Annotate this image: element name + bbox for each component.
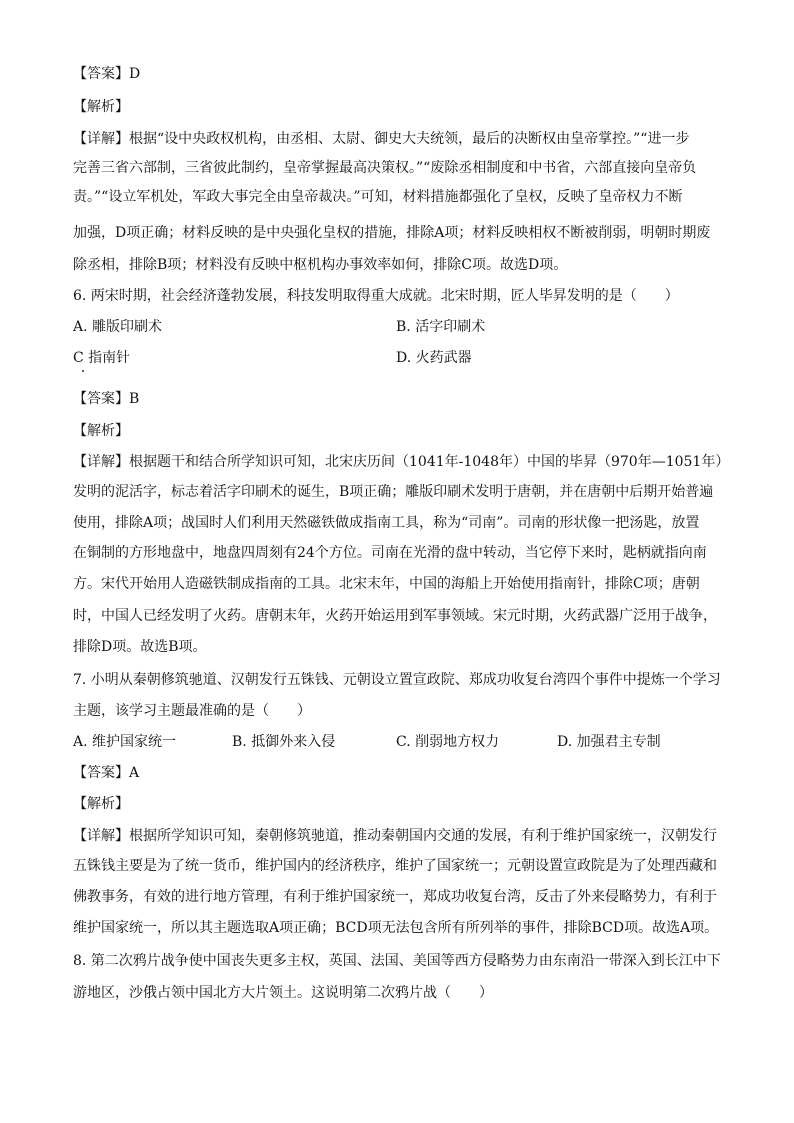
q6-option-a: A. 雕版印刷术	[73, 319, 163, 335]
q5-detail-line-2: 完善三省六部制，三省彼此制约，皇帝掌握最高决策权。”“废除丞相制度和中书省，六部直接向皇帝负	[73, 160, 697, 176]
q6-option-d: D. 火药武器	[396, 350, 472, 366]
q6-detail-line-6: 时，中国人已经发明了火药。唐朝末年，火药开始运用到军事领域。宋元时期，火药武器广泛用于战争，	[73, 608, 717, 624]
q7-option-a: A. 维护国家统一	[73, 734, 177, 750]
q7-detail-line-2: 五铢钱主要是为了统一货币，维护国内的经济秩序，维护了国家统一；元朝设置宣政院是为了处理西藏和	[73, 858, 717, 874]
q7-answer: 【答案】A	[73, 765, 140, 781]
q6-detail-line-1: 【详解】根据题干和结合所学知识可知，北宋庆历间（1041年-1048年）中国的毕昇（970年—1051年）	[73, 454, 730, 470]
q7-option-c: C. 削弱地方权力	[396, 734, 500, 750]
q7-option-b: B. 抵御外来入侵	[232, 734, 336, 750]
q5-detail-line-1: 【详解】根据“设中央政权机构，由丞相、太尉、御史大夫统领，最后的决断权由皇帝掌控。”“进一步	[73, 131, 690, 147]
q6-option-b: B. 活字印刷术	[396, 319, 486, 335]
q5-analysis-heading: 【解析】	[73, 99, 129, 115]
q8-stem-line-2: 游地区，沙俄占领中国北方大片领土。这说明第二次鸦片战（ ）	[73, 985, 493, 1001]
q7-analysis-heading: 【解析】	[73, 796, 129, 812]
q6-detail-line-4: 在铜制的方形地盘中，地盘四周刻有24个方位。司南在光滑的盘中转动，当它停下来时，匙柄就指向南	[73, 545, 707, 561]
q6-detail-line-2: 发明的泥活字，标志着活字印刷术的诞生，B项正确；雕版印刷术发明于唐朝，并在唐朝中后期开始普遍	[73, 484, 714, 500]
q5-detail-line-4: 加强，D项正确；材料反映的是中央强化皇权的措施，排除A项；材料反映相权不断被削弱，明朝时期废	[73, 225, 711, 241]
q6-option-c: C 指南针	[73, 350, 131, 366]
q7-detail-line-4: 维护国家统一，所以其主题选取A项正确；BCD项无法包含所有所列举的事件，排除BCD项。故选A项。	[73, 920, 719, 936]
q6-answer: 【答案】B	[73, 391, 140, 407]
q7-stem-line-2: 主题，该学习主题最准确的是（ ）	[73, 703, 311, 719]
q7-detail-line-3: 佛教事务，有效的进行地方管理，有利于维护国家统一，郑成功收复台湾，反击了外来侵略势力，有利于	[73, 889, 717, 905]
q5-detail-line-3: 责。”“设立军机处，军政大事完全由皇帝裁决。”可知，材料措施都强化了皇权，反映了皇帝权力不断	[73, 189, 683, 205]
q6-analysis-heading: 【解析】	[73, 423, 129, 439]
q5-detail-line-5: 除丞相，排除B项；材料没有反映中枢机构办事效率如何，排除C项。故选D项。	[73, 257, 568, 273]
q6-detail-line-3: 使用，排除A项；战国时人们利用天然磁铁做成指南工具，称为“司南”。司南的形状像一把汤匙，放置	[73, 515, 700, 531]
q6-stem: 6. 两宋时期，社会经济蓬勃发展，科技发明取得重大成就。北宋时期，匠人毕昇发明的是（ ）	[73, 288, 679, 304]
q6-detail-line-5: 方。宋代开始用人造磁铁制成指南的工具。北宋末年，中国的海船上开始使用指南针，排除C项；唐朝	[73, 576, 700, 592]
q5-answer: 【答案】D	[73, 66, 141, 82]
q6-detail-line-7: 排除D项。故选B项。	[73, 639, 207, 655]
q7-option-d: D. 加强君主专制	[557, 734, 661, 750]
stray-mark	[82, 370, 84, 372]
q8-stem-line-1: 8. 第二次鸦片战争使中国丧失更多主权，英国、法国、美国等西方侵略势力由东南沿一带深入到长江中下	[73, 953, 721, 969]
q7-stem-line-1: 7. 小明从秦朝修筑驰道、汉朝发行五铢钱、元朝设立置宣政院、郑成功收复台湾四个事件中提炼一个学习	[73, 672, 721, 688]
q7-detail-line-1: 【详解】根据所学知识可知，秦朝修筑驰道，推动秦朝国内交通的发展，有利于维护国家统一，汉朝发行	[73, 828, 717, 844]
